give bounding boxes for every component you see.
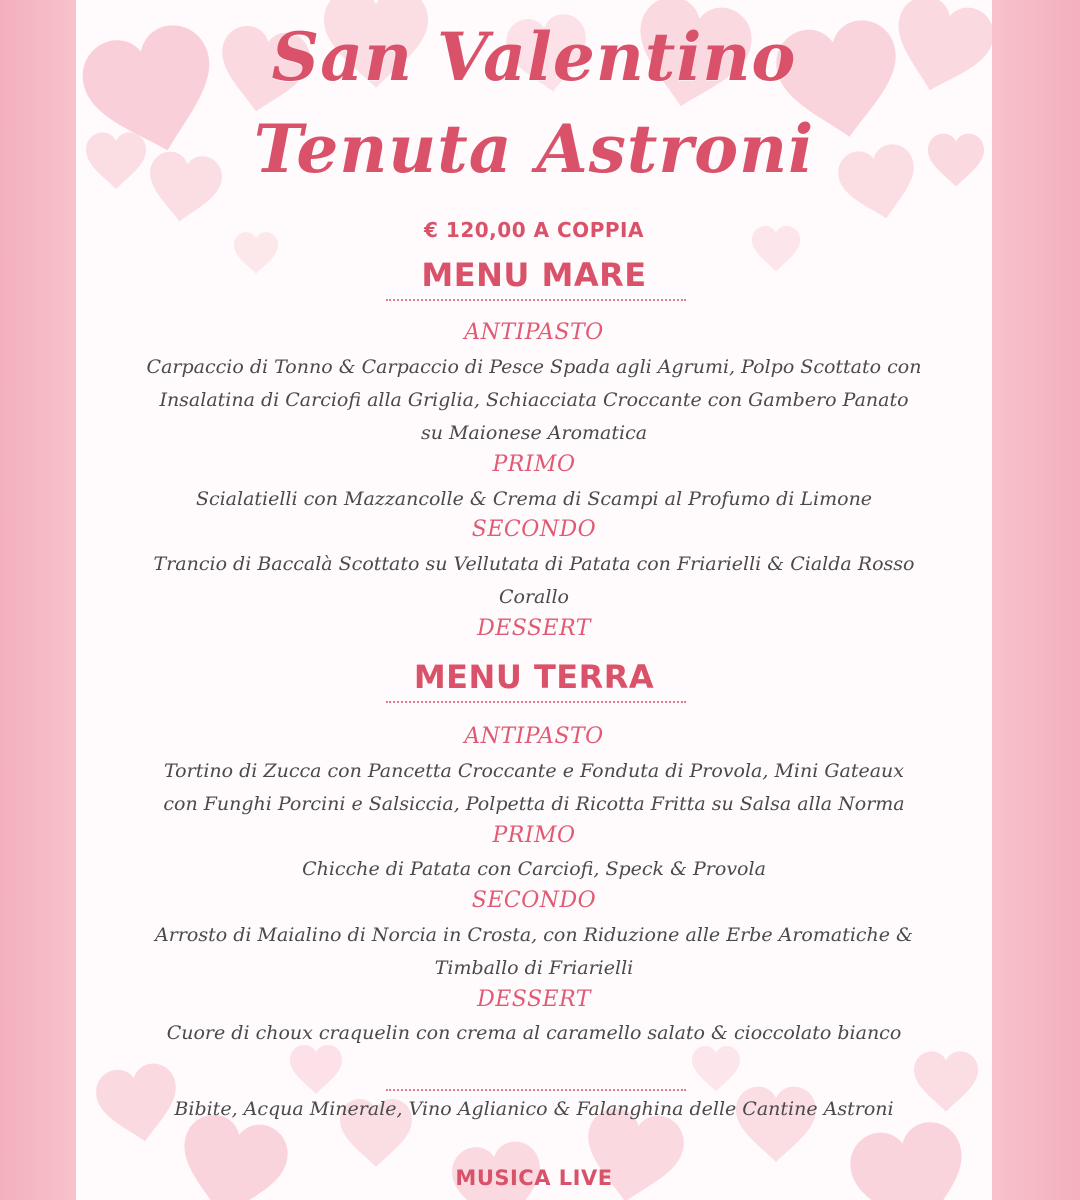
menu-card (76, 0, 992, 1200)
left-frame (0, 0, 76, 1200)
terra-secondo-text: Arrosto di Maialino di Norcia in Crosta, con Riduzione alle Erbe Aromatiche & Timballo di Friarielli (155, 924, 913, 979)
mare-antipasto-label: ANTIPASTO (464, 320, 604, 345)
menu-mare-heading: MENU MARE (421, 256, 647, 294)
divider (386, 1089, 686, 1091)
mare-primo-label: PRIMO (492, 452, 576, 477)
price-label: € 120,00 A COPPIA (424, 218, 644, 242)
mare-antipasto-text: Carpaccio di Tonno & Carpaccio di Pesce Spada agli Agrumi, Polpo Scottato con Insalatina di Carciofi alla Griglia, Schiacciata Croccante con Gambero Panato su Maionese Aromatica (146, 356, 922, 444)
music-label: MUSICA LIVE (455, 1166, 613, 1190)
drinks-text: Bibite, Acqua Minerale, Vino Aglianico & Falanghina delle Cantine Astroni (174, 1098, 894, 1120)
menu-content (76, 0, 992, 1200)
divider (386, 299, 686, 301)
mare-primo-text: Scialatielli con Mazzancolle & Crema di Scampi al Profumo di Limone (195, 488, 873, 510)
terra-primo-label: PRIMO (492, 823, 576, 848)
terra-dessert-label: DESSERT (477, 987, 591, 1012)
terra-dessert-text: Cuore di choux craquelin con crema al caramello salato & cioccolato bianco (166, 1022, 902, 1044)
title-line-1: San Valentino (271, 18, 797, 96)
terra-antipasto-label: ANTIPASTO (464, 724, 604, 749)
right-frame (992, 0, 1080, 1200)
menu-terra-heading: MENU TERRA (413, 658, 655, 696)
mare-secondo-label: SECONDO (471, 517, 597, 542)
terra-secondo-label: SECONDO (471, 888, 597, 913)
mare-dessert-label: DESSERT (477, 616, 591, 641)
terra-antipasto-text: Tortino di Zucca con Pancetta Croccante e Fonduta di Provola, Mini Gateaux con Funghi Porcini e Salsiccia, Polpetta di Ricotta Fritta su Salsa alla Norma (163, 760, 905, 815)
mare-secondo-text: Trancio di Baccalà Scottato su Vellutata di Patata con Friarielli & Cialda Rosso Corallo (153, 553, 915, 608)
terra-primo-text: Chicche di Patata con Carciofi, Speck & Provola (302, 858, 766, 880)
divider (386, 701, 686, 703)
title-line-2: Tenuta Astroni (253, 110, 815, 188)
